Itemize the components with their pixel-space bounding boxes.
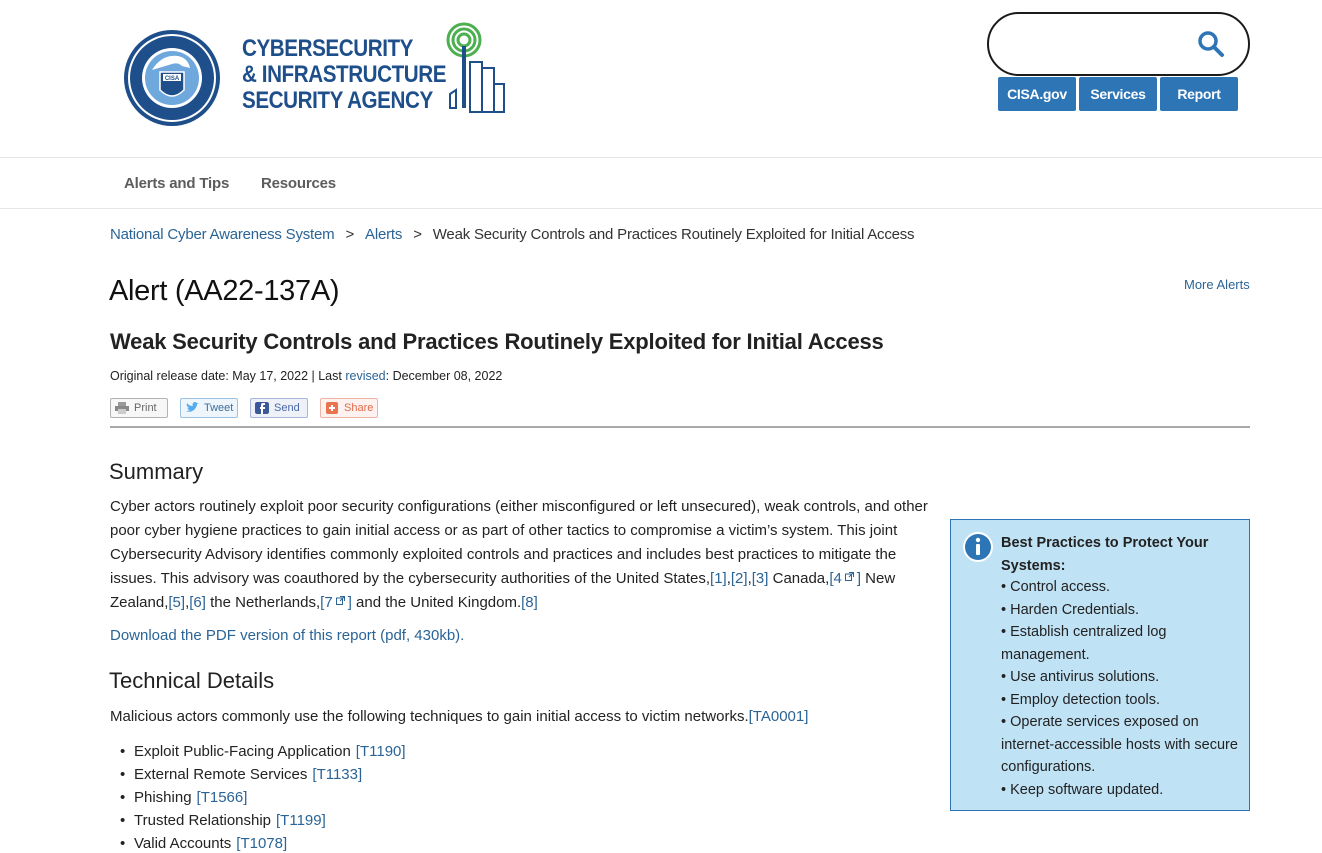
summary-text: Cyber actors routinely exploit poor security configurations (either misconfigured or left unsecured), weak controls, and other poor cyber hygiene practices to gain initial access or as part of other tactics to compromise a victim’s system. This joint Cybersecurity Advisory identifies commonly exploited controls and practices and includes best practices to mitigate the issues. This advisory was coauthored by the cybersecurity authorities of the United States, [110,498,928,587]
callout-title: Best Practices to Protect Your Systems: [1001,535,1209,574]
plus-share-icon [325,402,339,414]
list-item: • Establish centralized log management. [1001,624,1167,663]
technical-intro [110,708,808,725]
summary-heading: Summary [109,459,204,484]
breadcrumb-separator: > [345,226,355,243]
breadcrumb [110,226,914,243]
summary-text-nz: New Zealand, [110,570,896,611]
main-nav [0,157,1322,209]
cisa-seal-icon [122,28,222,128]
summary-paragraph: Cyber actors routinely exploit poor security configurations (either misconfigured or left unsecured), weak controls, and other poor cyber hygiene practices to gain initial access or as part of other tactics to compromise a victim’s system. This joint Cybersecurity Advisory identifies commonly exploited controls and practices and includes best practices to mitigate the issues. This advisory was coauthored by the cybersecurity authorities of the United States,[1],[2],[3] Canada,[4 ] New Zealand,[5],[6] the Netherlands,[7 ] and the United Kingdom.[8] [110,498,928,611]
ref-6-link[interactable]: [6] [189,594,206,611]
breadcrumb-current: Weak Security Controls and Practices Routinely Exploited for Initial Access [432,226,915,243]
services-button[interactable]: Services [1079,77,1157,111]
send-label: Send [274,402,300,414]
list-item: • External Remote Services [T1133] [120,763,406,786]
list-item: • Use antivirus solutions. [1001,669,1160,685]
callout-list [1001,576,1246,801]
list-item: • Operate services exposed on internet-accessible hosts with secure configurations. [1001,714,1238,775]
breadcrumb-ncas[interactable]: National Cyber Awareness System [110,226,335,243]
facebook-icon [255,402,269,414]
list-item: • Control access. [1001,579,1111,595]
share-label: Share [344,402,374,414]
nav-alerts-and-tips[interactable]: Alerts and Tips [124,175,230,192]
summary-text-nl: the Netherlands, [205,594,321,611]
list-item: • Trusted Relationship [T1199] [120,809,406,832]
release-dates [110,369,502,383]
technique-label: Phishing [134,788,192,806]
search-input[interactable] [1009,30,1189,58]
page-title: Alert (AA22-137A) [109,275,340,307]
technique-ref-link[interactable]: [T1078] [236,834,288,852]
technique-label: Valid Accounts [134,834,232,852]
external-link-icon [336,596,345,605]
nav-resources[interactable]: Resources [261,175,336,192]
download-pdf-link[interactable]: Download the PDF version of this report (pdf, 430kb). [110,627,465,644]
technique-label: Exploit Public-Facing Application [134,742,351,760]
agency-line-1: CYBERSECURITY [242,35,414,62]
printer-icon [115,402,129,414]
search-icon[interactable] [1195,28,1227,60]
list-item: • Exploit Public-Facing Application [T1190] [120,740,406,763]
technique-ref-link[interactable]: [T1199] [276,811,326,829]
technique-label: External Remote Services [134,765,308,783]
list-item: • Keep software updated. [1001,781,1164,798]
ref-7-link[interactable]: [7 ] [320,594,352,611]
signal-tower-icon [444,22,508,114]
technique-ref-link[interactable]: [T1190] [355,742,406,760]
release-prefix: Original release date: May 17, 2022 | Last [110,369,346,383]
header-divider [110,426,1250,428]
cisa-gov-button[interactable]: CISA.gov [998,77,1076,111]
external-link-icon [845,572,854,581]
agency-line-2: & INFRASTRUCTURE [242,61,447,88]
twitter-bird-icon [185,402,199,414]
agency-line-3: SECURITY AGENCY [242,87,433,114]
release-suffix: : December 08, 2022 [385,369,503,383]
list-item: • Valid Accounts [T1078] [120,832,406,853]
technical-intro-text: Malicious actors commonly use the following techniques to gain initial access to victim networks. [110,708,749,725]
ta0001-link[interactable]: [TA0001] [748,708,809,725]
technique-ref-link[interactable]: [T1566] [196,788,248,806]
breadcrumb-alerts[interactable]: Alerts [365,226,403,243]
ref-3-link[interactable]: [3] [751,570,769,587]
summary-text-canada: Canada, [768,570,830,587]
ref-8-link[interactable]: [8] [521,594,538,611]
ref-2-link[interactable]: [2] [730,570,748,587]
revised-link[interactable]: revised [345,369,386,383]
summary-text-uk: and the United Kingdom. [351,594,522,611]
ref-4-label: [4 [829,570,842,587]
breadcrumb-separator: > [413,226,422,243]
list-item: • Harden Credentials. [1001,601,1140,618]
send-button[interactable] [250,398,308,418]
list-item: • Phishing [T1566] [120,786,406,809]
svg-text:CISA: CISA [164,76,180,82]
technique-ref-link[interactable]: [T1133] [312,765,363,783]
list-item: • Employ detection tools. [1001,691,1161,708]
best-practices-callout [950,519,1250,811]
print-button[interactable] [110,398,168,418]
tweet-button[interactable] [180,398,238,418]
cisa-logo[interactable] [122,26,512,126]
ref-5-link[interactable]: [5] [168,594,186,611]
technique-list [120,740,406,853]
report-button[interactable]: Report [1160,77,1238,111]
more-alerts-link[interactable]: More Alerts [1184,277,1250,292]
technique-label: Trusted Relationship [134,811,272,829]
top-buttons [998,77,1238,111]
tweet-label: Tweet [204,402,234,414]
ref-4-link[interactable]: [4 ] [829,570,862,587]
search-box[interactable] [987,12,1250,76]
share-button[interactable] [320,398,378,418]
agency-name [242,36,446,114]
alert-subtitle: Weak Security Controls and Practices Routinely Exploited for Initial Access [110,329,884,354]
print-label: Print [134,402,157,414]
technical-details-heading: Technical Details [109,668,275,693]
ref-7-label: [7 [320,594,333,611]
info-icon [962,531,994,563]
ref-1-link[interactable]: [1] [710,570,727,587]
